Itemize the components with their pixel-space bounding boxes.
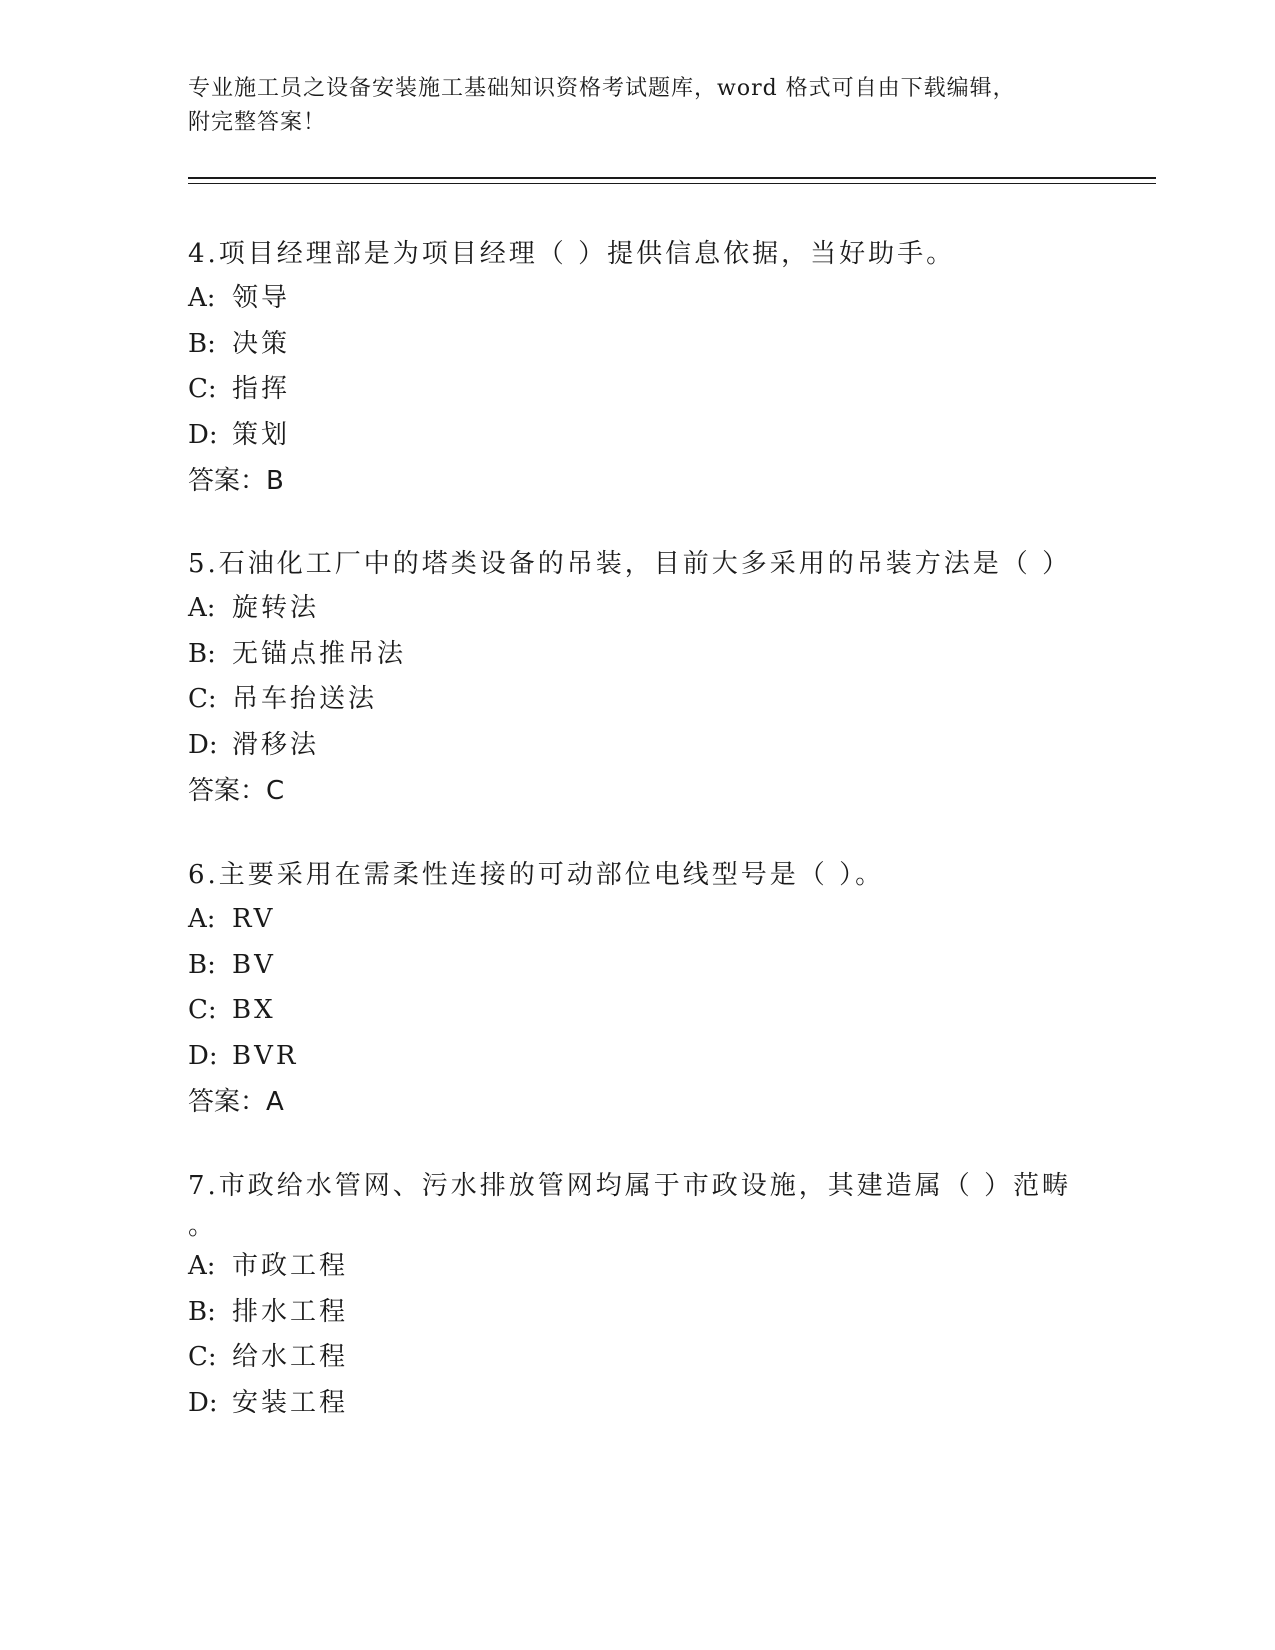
option-letter: D: (188, 1040, 218, 1071)
option-text: BV (232, 949, 276, 980)
option-b (188, 632, 1108, 678)
header-divider-thick (188, 177, 1156, 179)
option-text: BX (232, 995, 276, 1025)
option-letter: A: (188, 283, 216, 313)
option-text: RV (232, 904, 276, 934)
answer-line: 答案：B (188, 466, 284, 496)
option-letter: A: (188, 904, 216, 934)
option-a (188, 897, 1108, 943)
option-letter: B: (188, 638, 216, 669)
option-text: 领导 (232, 283, 291, 313)
document-header (188, 72, 1068, 140)
header-line-1: 专业施工员之设备安装施工基础知识资格考试题库，word 格式可自由下载编辑， (188, 76, 1016, 101)
option-c (188, 988, 1108, 1034)
option-letter: B: (188, 949, 216, 980)
option-text: BVR (232, 1040, 299, 1071)
option-letter: D: (188, 419, 218, 450)
option-text: 指挥 (232, 374, 291, 404)
option-text: 安装工程 (232, 1387, 349, 1418)
option-letter: A: (188, 1251, 216, 1281)
option-d (188, 413, 1108, 459)
option-text: 排水工程 (232, 1296, 349, 1327)
question-stem: 4.项目经理部是为项目经理（ ）提供信息依据，当好助手。 (188, 239, 956, 269)
option-text: 吊车抬送法 (232, 684, 378, 714)
option-text: 策划 (232, 419, 291, 450)
header-line-2: 附完整答案！ (188, 110, 327, 135)
option-text: 旋转法 (232, 593, 320, 623)
question-stem-line-2: 。 (188, 1211, 218, 1241)
option-c (188, 677, 1108, 723)
option-text: 无锚点推吊法 (232, 638, 407, 669)
option-letter: C: (188, 995, 217, 1025)
option-letter: C: (188, 684, 217, 714)
option-d (188, 1381, 1108, 1427)
header-divider-thin (188, 183, 1156, 184)
question-5 (188, 542, 1108, 814)
question-6 (188, 853, 1108, 1125)
option-b (188, 943, 1108, 989)
option-d (188, 723, 1108, 769)
option-text: 给水工程 (232, 1342, 349, 1372)
option-text: 滑移法 (232, 729, 320, 760)
option-text: 市政工程 (232, 1251, 349, 1281)
question-7 (188, 1164, 1108, 1426)
answer-line: 答案：C (188, 776, 285, 806)
option-letter: C: (188, 374, 217, 404)
option-text: 决策 (232, 328, 291, 359)
option-letter: B: (188, 1296, 216, 1327)
option-a (188, 276, 1108, 322)
question-stem-line-1: 7.市政给水管网、污水排放管网均属于市政设施，其建造属（ ）范畴 (188, 1171, 1072, 1201)
option-letter: B: (188, 328, 216, 359)
question-stem: 5.石油化工厂中的塔类设备的吊装，目前大多采用的吊装方法是（ ） (188, 549, 1072, 579)
option-letter: D: (188, 729, 218, 760)
question-stem: 6.主要采用在需柔性连接的可动部位电线型号是（ ）。 (188, 860, 885, 890)
option-a (188, 586, 1108, 632)
option-c (188, 367, 1108, 413)
option-b (188, 322, 1108, 368)
option-letter: C: (188, 1342, 217, 1372)
option-letter: A: (188, 593, 216, 623)
question-4 (188, 232, 1108, 504)
option-letter: D: (188, 1387, 218, 1418)
answer-line: 答案：A (188, 1087, 284, 1117)
option-b (188, 1290, 1108, 1336)
option-d (188, 1034, 1108, 1080)
option-a (188, 1244, 1108, 1290)
option-c (188, 1335, 1108, 1381)
